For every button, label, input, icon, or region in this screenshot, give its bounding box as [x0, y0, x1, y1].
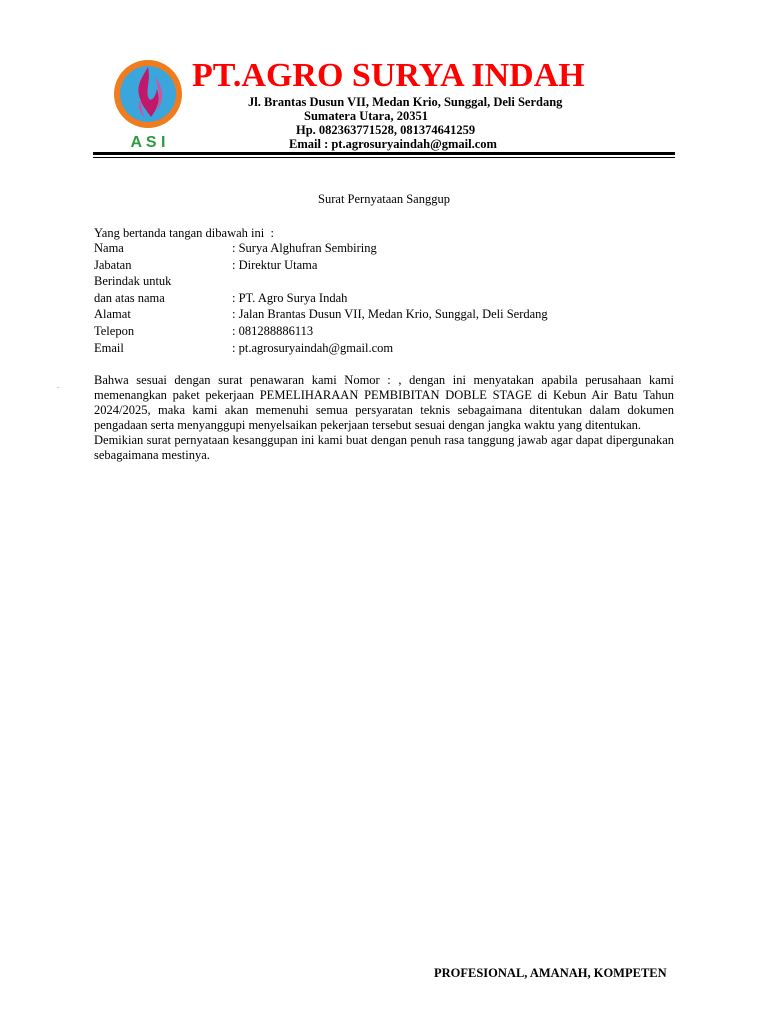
field-label: Jabatan	[94, 257, 132, 272]
statement-paragraph-2: Demikian surat pernyataan kesanggupan ini kami buat dengan penuh rasa tanggung jawab agar dapat dipergunakan sebagaimana mestinya.	[94, 433, 674, 462]
company-name: PT.AGRO SURYA INDAH	[192, 57, 585, 94]
letterhead-rule-thick	[93, 152, 675, 155]
field-label: Nama	[94, 241, 124, 255]
statement-body	[94, 373, 674, 463]
field-row-acting-for	[94, 273, 694, 290]
email-line: Email : pt.agrosuryaindah@gmail.com	[289, 137, 497, 151]
footer-motto: PROFESIONAL, AMANAH, KOMPETEN	[434, 966, 667, 980]
field-label: Telepon	[94, 323, 135, 338]
field-value: : Surya Alghufran Sembiring	[232, 241, 377, 255]
field-row-address	[94, 306, 694, 323]
address-line-2: Sumatera Utara, 20351	[304, 109, 428, 123]
statement-paragraph-1: Bahwa sesuai dengan surat penawaran kami Nomor : , dengan ini menyatakan apabila perusahaan kami memenangkan paket pekerjaan PEMELIHARAAN PEMBIBITAN DOBLE STAGE di Kebun Air Batu Tahun 2024/2025, maka kami akan memenuhi semua persyaratan teknis sebagaimana ditentukan dalam dokumen pengadaan serta menyanggupi menyelsaikan pekerjaan tersebut sesuai dengan jangka waktu yang ditentukan.	[94, 373, 674, 432]
field-label: dan atas nama	[94, 290, 165, 305]
field-row-on-behalf	[94, 290, 694, 307]
intro-line: Yang bertanda tangan dibawah ini :	[94, 226, 274, 240]
field-value: : Direktur Utama	[232, 257, 318, 272]
logo-text: A S I	[130, 134, 166, 151]
document-title: Surat Pernyataan Sanggup	[318, 192, 450, 206]
phone-line: Hp. 082363771528, 081374641259	[296, 123, 476, 137]
field-label: Alamat	[94, 307, 131, 322]
stray-dot: .	[57, 381, 59, 390]
field-value: : PT. Agro Surya Indah	[232, 290, 348, 305]
field-row-position	[94, 257, 694, 274]
field-value: : Jalan Brantas Dusun VII, Medan Krio, Sunggal, Deli Serdang	[232, 307, 548, 322]
company-logo	[111, 59, 185, 153]
field-row-phone	[94, 323, 694, 340]
field-row-email	[94, 340, 694, 357]
address-line-1: Jl. Brantas Dusun VII, Medan Krio, Sunggal, Deli Serdang	[248, 95, 563, 109]
identity-fields	[94, 240, 694, 356]
field-label: Berindak untuk	[94, 274, 172, 289]
field-row-name	[94, 240, 694, 257]
field-value: : pt.agrosuryaindah@gmail.com	[232, 340, 394, 355]
letterhead-rule-thin	[93, 157, 675, 158]
field-label: Email	[94, 340, 124, 355]
field-value: : 081288886113	[232, 323, 314, 338]
